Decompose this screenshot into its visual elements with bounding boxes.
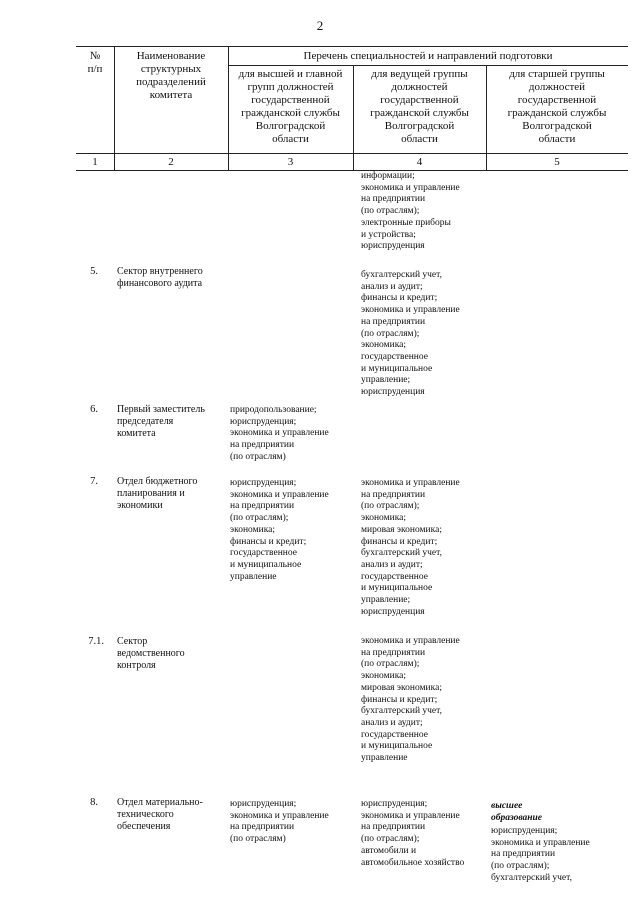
row-number: 6. <box>90 404 98 415</box>
row-8-col5: юриспруденция; экономика и управление на предприятии (по отраслям); бухгалтерский учет, <box>491 826 590 883</box>
row-7-unit: Отдел бюджетного планирования и экономики <box>117 476 198 511</box>
column-number: 5 <box>554 156 560 168</box>
column-number: 3 <box>287 156 294 168</box>
header-group-3: для старшей группы должностей государственной гражданской службы Волгоградской области <box>507 68 607 145</box>
row-8-col3: юриспруденция; экономика и управление на предприятии (по отраслям) <box>230 799 329 845</box>
column-number: 2 <box>168 156 174 168</box>
header-list-title: Перечень специальностей и направлений подготовки <box>303 50 553 62</box>
header-group-2: для ведущей группы должностей государственной гражданской службы Волгоградской области <box>370 68 469 145</box>
row-7-1-unit: Сектор ведомственного контроля <box>117 636 185 671</box>
row-8-col4: юриспруденция; экономика и управление на предприятии (по отраслям); автомобили и автомобильное хозяйство <box>361 799 465 868</box>
row-number: 8. <box>90 797 98 808</box>
row-cont-col4: информации; экономика и управление на предприятии (по отраслям); электронные приборы и устройства; юриспруденция <box>361 171 460 252</box>
row-8-unit: Отдел материально- технического обеспечения <box>117 797 203 832</box>
row-7-1-col4: экономика и управление на предприятии (по отраслям); экономика; мировая экономика; финансы и кредит; бухгалтерский учет, анализ и аудит; государственное и муниципальное управление <box>361 636 460 764</box>
header-num-col: № п/п <box>87 50 103 75</box>
page-number: 2 <box>316 18 324 33</box>
row-7-col3: юриспруденция; экономика и управление на предприятии (по отраслям); экономика; финансы и кредит; государственное и муниципальное управление <box>230 478 329 582</box>
row-7-col4: экономика и управление на предприятии (по отраслям); экономика; мировая экономика; финансы и кредит; бухгалтерский учет, анализ и аудит; государственное и муниципальное управление; юриспруденция <box>361 478 460 617</box>
row-8-col5-heading: высшее образование <box>491 801 543 823</box>
header-unit-col: Наименование структурных подразделений комитета <box>136 50 206 101</box>
row-number: 7. <box>90 476 98 487</box>
row-number: 7.1. <box>88 636 104 647</box>
header-group-1: для высшей и главной групп должностей государственной гражданской службы Волгоградской области <box>238 68 343 145</box>
row-6-col3: природопользование; юриспруденция; экономика и управление на предприятии (по отраслям) <box>230 405 329 462</box>
row-number: 5. <box>90 266 98 277</box>
column-number: 4 <box>416 156 423 168</box>
row-5-unit: Сектор внутреннего финансового аудита <box>117 266 203 289</box>
row-6-unit: Первый заместитель председателя комитета <box>117 404 205 439</box>
row-5-col4: бухгалтерский учет, анализ и аудит; финансы и кредит; экономика и управление на предприятии (по отраслям); экономика; государственное и муниципальное управление; юриспруденция <box>361 270 460 398</box>
column-number: 1 <box>92 156 98 168</box>
